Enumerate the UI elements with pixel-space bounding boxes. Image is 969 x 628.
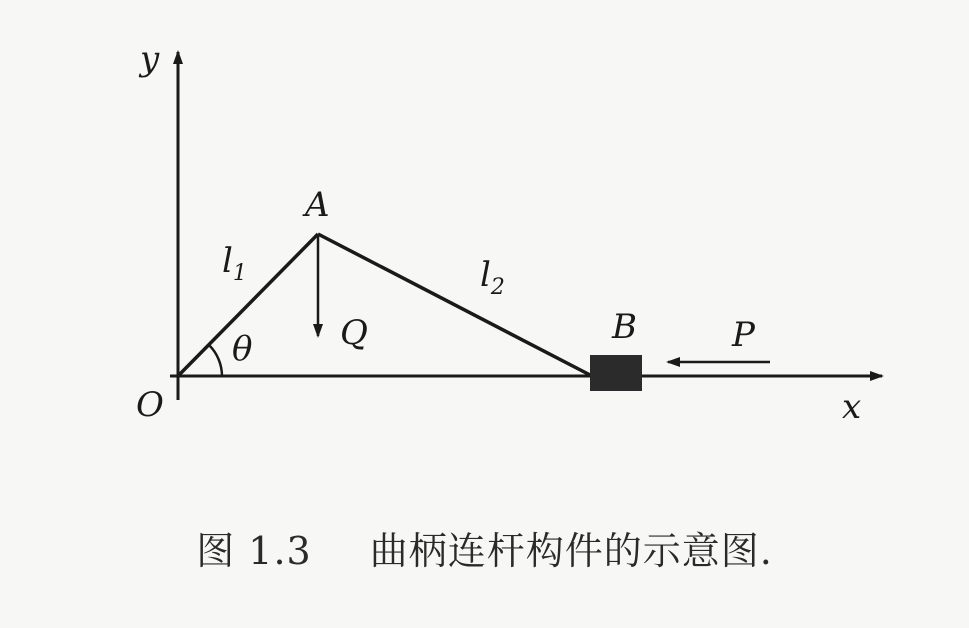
link2-label — [480, 255, 505, 300]
angle-theta-label: θ — [232, 329, 253, 369]
figure-caption — [0, 520, 969, 575]
link1-letter: l — [222, 241, 233, 281]
point-b-label: B — [612, 307, 637, 347]
angle-theta-arc — [209, 345, 222, 376]
figure-caption-text: 曲柄连杆构件的示意图. — [369, 529, 773, 573]
figure-number: 图 1.3 — [196, 529, 312, 573]
link2-letter: l — [480, 255, 491, 295]
force-q-label: Q — [340, 313, 368, 353]
x-axis-label: x — [842, 387, 862, 427]
force-p-label: P — [732, 315, 755, 355]
link1-label — [222, 241, 247, 286]
link1-subscript: 1 — [232, 261, 247, 286]
point-a-label: A — [305, 185, 330, 225]
origin-label: O — [136, 385, 164, 425]
slider-block-b — [590, 355, 642, 391]
link2-subscript: 2 — [490, 275, 505, 300]
link-l2 — [318, 234, 592, 376]
y-axis-label: y — [140, 39, 160, 79]
